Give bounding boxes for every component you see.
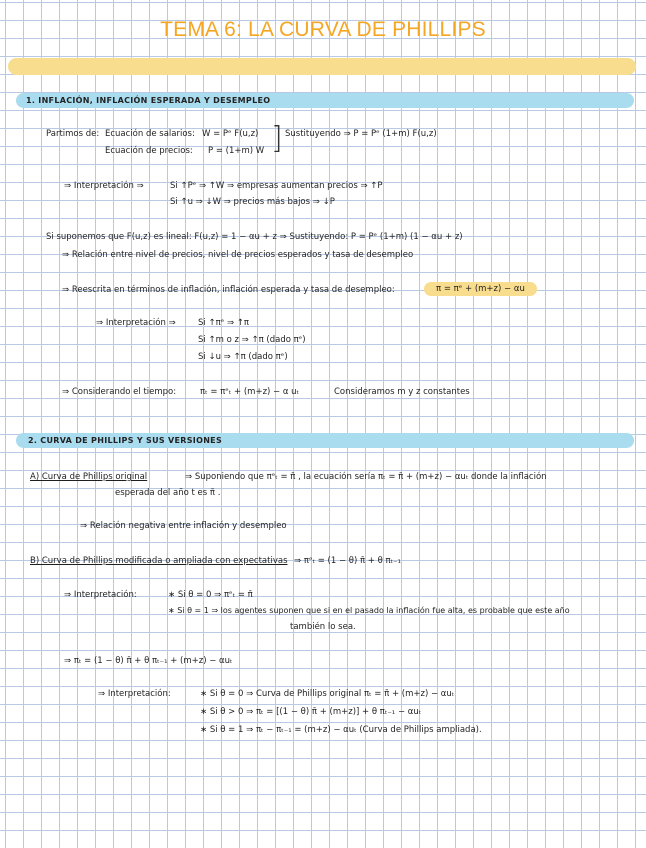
section-1-heading: 1. INFLACIÓN, INFLACIÓN ESPERADA Y DESEMPLEO bbox=[26, 96, 271, 105]
constants-note: Consideramos m y z constantes bbox=[334, 387, 470, 397]
interpretation-4-label: ⇒ Interpretación: bbox=[98, 689, 171, 699]
full-equation: ⇒ πₜ = (1 − θ) π̄ + θ πₜ₋₁ + (m+z) − αuₜ bbox=[64, 656, 233, 666]
interpretation-3-line-b: ∗ Si θ = 1 ⇒ los agentes suponen que si en el pasado la inflación fue alta, es probable que este año bbox=[168, 606, 570, 615]
wage-equation-label: Ecuación de salarios: bbox=[105, 129, 195, 139]
interpretation-4-line-a: ∗ Si θ = 0 ⇒ Curva de Phillips original πₜ = π̄ + (m+z) − αuₜ bbox=[200, 689, 455, 699]
interpretation-2-line-a: Si ↑πᵉ ⇒ ↑π bbox=[198, 318, 250, 328]
phillips-formula-highlight: π = πᵉ + (m+z) − αu bbox=[424, 282, 537, 296]
original-curve-label: A) Curva de Phillips original bbox=[30, 472, 148, 482]
partimos-label: Partimos de: bbox=[46, 129, 100, 139]
page-title: TEMA 6: LA CURVA DE PHILLIPS bbox=[160, 18, 486, 41]
price-equation: P = (1+m) W bbox=[208, 146, 265, 156]
price-equation-label: Ecuación de precios: bbox=[105, 146, 193, 156]
wage-equation: W = Pᵉ F(u,z) bbox=[202, 129, 259, 139]
interpretation-2-line-b: Si ↑m o z ⇒ ↑π (dado πᵉ) bbox=[198, 335, 306, 345]
interpretation-2-line-c: Si ↓u ⇒ ↑π (dado πᵉ) bbox=[198, 352, 288, 362]
interpretation-4-line-b: ∗ Si θ > 0 ⇒ πₜ = [(1 − θ) π̄ + (m+z)] + θ πₜ₋₁ − αuₜ bbox=[200, 707, 422, 717]
section-2-heading: 2. CURVA DE PHILLIPS Y SUS VERSIONES bbox=[28, 436, 223, 445]
modified-curve-label: B) Curva de Phillips modificada o ampliada con expectativas bbox=[30, 556, 288, 566]
original-curve-text-1: ⇒ Suponiendo que πᵉₜ = π̄ , la ecuación sería πₜ = π̄ + (m+z) − αuₜ donde la inflación bbox=[185, 472, 547, 482]
title-highlight-bar bbox=[8, 58, 636, 75]
linear-assumption: Si suponemos que F(u,z) es lineal: F(u,z) = 1 − αu + z ⇒ Sustituyendo: P = Pᵉ (1+m) (1 − αu + z) bbox=[46, 232, 463, 242]
interpretation-4-line-c: ∗ Si θ = 1 ⇒ πₜ − πₜ₋₁ = (m+z) − αuₜ (Curva de Phillips ampliada). bbox=[200, 725, 482, 735]
interpretation-1-line-b: Si ↑u ⇒ ↓W ⇒ precios más bajos ⇒ ↓P bbox=[170, 197, 335, 207]
relation-statement: ⇒ Relación entre nivel de precios, nivel de precios esperados y tasa de desempleo bbox=[62, 250, 414, 260]
interpretation-3-line-b2: también lo sea. bbox=[290, 622, 356, 632]
interpretation-3-label: ⇒ Interpretación: bbox=[64, 590, 137, 600]
time-label: ⇒ Considerando el tiempo: bbox=[62, 387, 177, 397]
interpretation-2-label: ⇒ Interpretación ⇒ bbox=[96, 318, 176, 328]
substitution-result: Sustituyendo ⇒ P = Pᵉ (1+m) F(u,z) bbox=[285, 129, 437, 139]
original-curve-text-2: esperada del año t es π̄ . bbox=[115, 488, 221, 498]
right-brace: ] bbox=[271, 121, 283, 156]
time-formula: πₜ = πᵉₜ + (m+z) − α uₜ bbox=[200, 387, 300, 397]
negative-relation: ⇒ Relación negativa entre inflación y desempleo bbox=[80, 521, 287, 531]
interpretation-1-label: ⇒ Interpretación ⇒ bbox=[64, 181, 144, 191]
interpretation-1-line-a: Si ↑Pᵉ ⇒ ↑W ⇒ empresas aumentan precios ⇒ ↑P bbox=[170, 181, 383, 191]
rewritten-statement: ⇒ Reescrita en términos de inflación, inflación esperada y tasa de desempleo: bbox=[62, 285, 395, 295]
interpretation-3-line-a: ∗ Si θ = 0 ⇒ πᵉₜ = π̄ bbox=[168, 590, 253, 600]
expectations-formula: ⇒ πᵉₜ = (1 − θ) π̄ + θ πₜ₋₁ bbox=[294, 556, 402, 566]
